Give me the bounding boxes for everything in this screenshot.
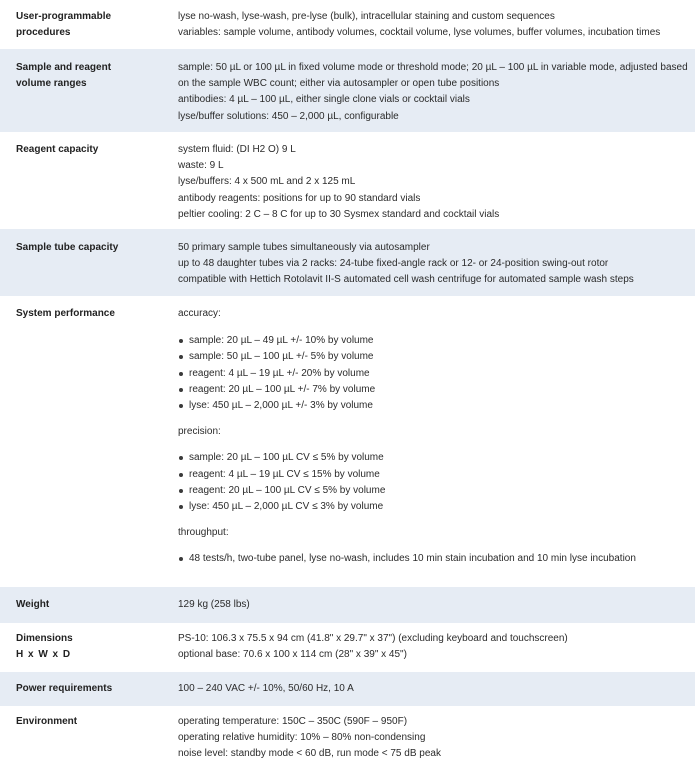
value-line: variables: sample volume, antibody volumes, cocktail volume, lyse volumes, buffer volumes, incubation times (178, 27, 661, 39)
value-line: up to 48 daughter tubes via 2 racks: 24-tube fixed-angle rack or 12- or 24-position swing-out rotor (178, 258, 609, 270)
row-value (162, 597, 695, 623)
value-line: lyse/buffer solutions: 450 – 2,000 µL, configurable (178, 110, 399, 122)
spec-row-reagent-capacity (0, 132, 695, 229)
value-line: antibodies: 4 µL – 100 µL, either single clone vials or cocktail vials (178, 94, 470, 106)
accuracy-list (178, 333, 689, 414)
label-line: Power requirements (16, 683, 113, 694)
list-item: reagent: 4 µL – 19 µL +/- 20% by volume (178, 366, 689, 382)
spec-row-performance (0, 296, 695, 587)
label-line: Sample and reagent (16, 62, 112, 73)
list-item: reagent: 20 µL – 100 µL CV ≤ 5% by volume (178, 483, 689, 499)
value-line: lyse/buffers: 4 x 500 mL and 2 x 125 mL (178, 176, 356, 188)
value-line: 129 kg (258 lbs) (178, 599, 250, 610)
value-line: lyse no-wash, lyse-wash, pre-lyse (bulk), intracellular staining and custom sequences (178, 11, 555, 22)
precision-list (178, 450, 689, 515)
list-item: lyse: 450 µL – 2,000 µL CV ≤ 3% by volume (178, 499, 689, 515)
label-line: Reagent capacity (16, 144, 99, 155)
row-label (0, 681, 162, 706)
value-line: waste: 9 L (178, 160, 224, 172)
row-value (162, 142, 695, 229)
row-value (162, 681, 695, 706)
row-label (0, 9, 162, 49)
accuracy-heading: accuracy: (178, 308, 221, 319)
value-line: peltier cooling: 2 C – 8 C for up to 30 Sysmex standard and cocktail vials (178, 208, 500, 220)
label-line: Dimensions (16, 633, 73, 644)
list-item: sample: 50 µL – 100 µL +/- 5% by volume (178, 349, 689, 365)
row-value (162, 306, 695, 587)
list-item: sample: 20 µL – 49 µL +/- 10% by volume (178, 333, 689, 349)
value-line: 100 – 240 VAC +/- 10%, 50/60 Hz, 10 A (178, 683, 354, 694)
label-line: User-programmable (16, 11, 112, 22)
precision-heading: precision: (178, 426, 221, 438)
value-line: operating temperature: 150C – 350C (590F – 950F) (178, 716, 408, 727)
list-item: 48 tests/h, two-tube panel, lyse no-wash, includes 10 min stain incubation and 10 min lyse incubation (178, 551, 689, 567)
label-line: H x W x D (16, 649, 72, 661)
spec-row-weight (0, 587, 695, 623)
row-label (0, 240, 162, 296)
row-value (162, 631, 695, 672)
value-line: on the sample WBC count; either via autosampler or open tube positions (178, 78, 500, 90)
label-line: Sample tube capacity (16, 242, 119, 253)
spec-row-tube-capacity (0, 229, 695, 296)
row-label (0, 142, 162, 229)
spec-row-dimensions (0, 623, 695, 672)
throughput-heading: throughput: (178, 527, 229, 539)
list-item: reagent: 20 µL – 100 µL +/- 7% by volume (178, 382, 689, 398)
list-item: sample: 20 µL – 100 µL CV ≤ 5% by volume (178, 450, 689, 466)
label-line: Environment (16, 716, 78, 727)
spec-row-environment (0, 706, 695, 762)
row-label (0, 60, 162, 132)
label-line: Weight (16, 599, 50, 610)
row-label (0, 306, 162, 587)
spec-row-volume-ranges (0, 49, 695, 132)
value-line: operating relative humidity: 10% – 80% non-condensing (178, 732, 426, 744)
row-value (162, 714, 695, 762)
value-line: antibody reagents: positions for up to 90 standard vials (178, 192, 421, 204)
row-label (0, 597, 162, 623)
row-value (162, 9, 695, 49)
row-value (162, 240, 695, 296)
throughput-list (178, 551, 689, 567)
value-line: optional base: 70.6 x 100 x 114 cm (28" x 39" x 45") (178, 649, 407, 661)
value-line: system fluid: (DI H2 O) 9 L (178, 144, 296, 155)
label-line: procedures (16, 27, 71, 39)
value-line: sample: 50 µL or 100 µL in fixed volume mode or threshold mode; 20 µL – 100 µL in variable mode, adjusted based (178, 62, 688, 73)
value-line: noise level: standby mode < 60 dB, run mode < 75 dB peak (178, 748, 441, 760)
spec-row-procedures (0, 0, 695, 49)
list-item: reagent: 4 µL – 19 µL CV ≤ 15% by volume (178, 467, 689, 483)
row-label (0, 714, 162, 762)
value-line: compatible with Hettich Rotolavit II-S automated cell wash centrifuge for automated sample wash steps (178, 274, 634, 286)
row-label (0, 631, 162, 672)
row-value (162, 60, 695, 132)
value-line: PS-10: 106.3 x 75.5 x 94 cm (41.8" x 29.7" x 37") (excluding keyboard and touchscreen) (178, 633, 568, 644)
label-line: System performance (16, 308, 115, 319)
list-item: lyse: 450 µL – 2,000 µL +/- 3% by volume (178, 398, 689, 414)
spec-row-power (0, 672, 695, 706)
value-line: 50 primary sample tubes simultaneously via autosampler (178, 242, 430, 253)
label-line: volume ranges (16, 78, 87, 90)
